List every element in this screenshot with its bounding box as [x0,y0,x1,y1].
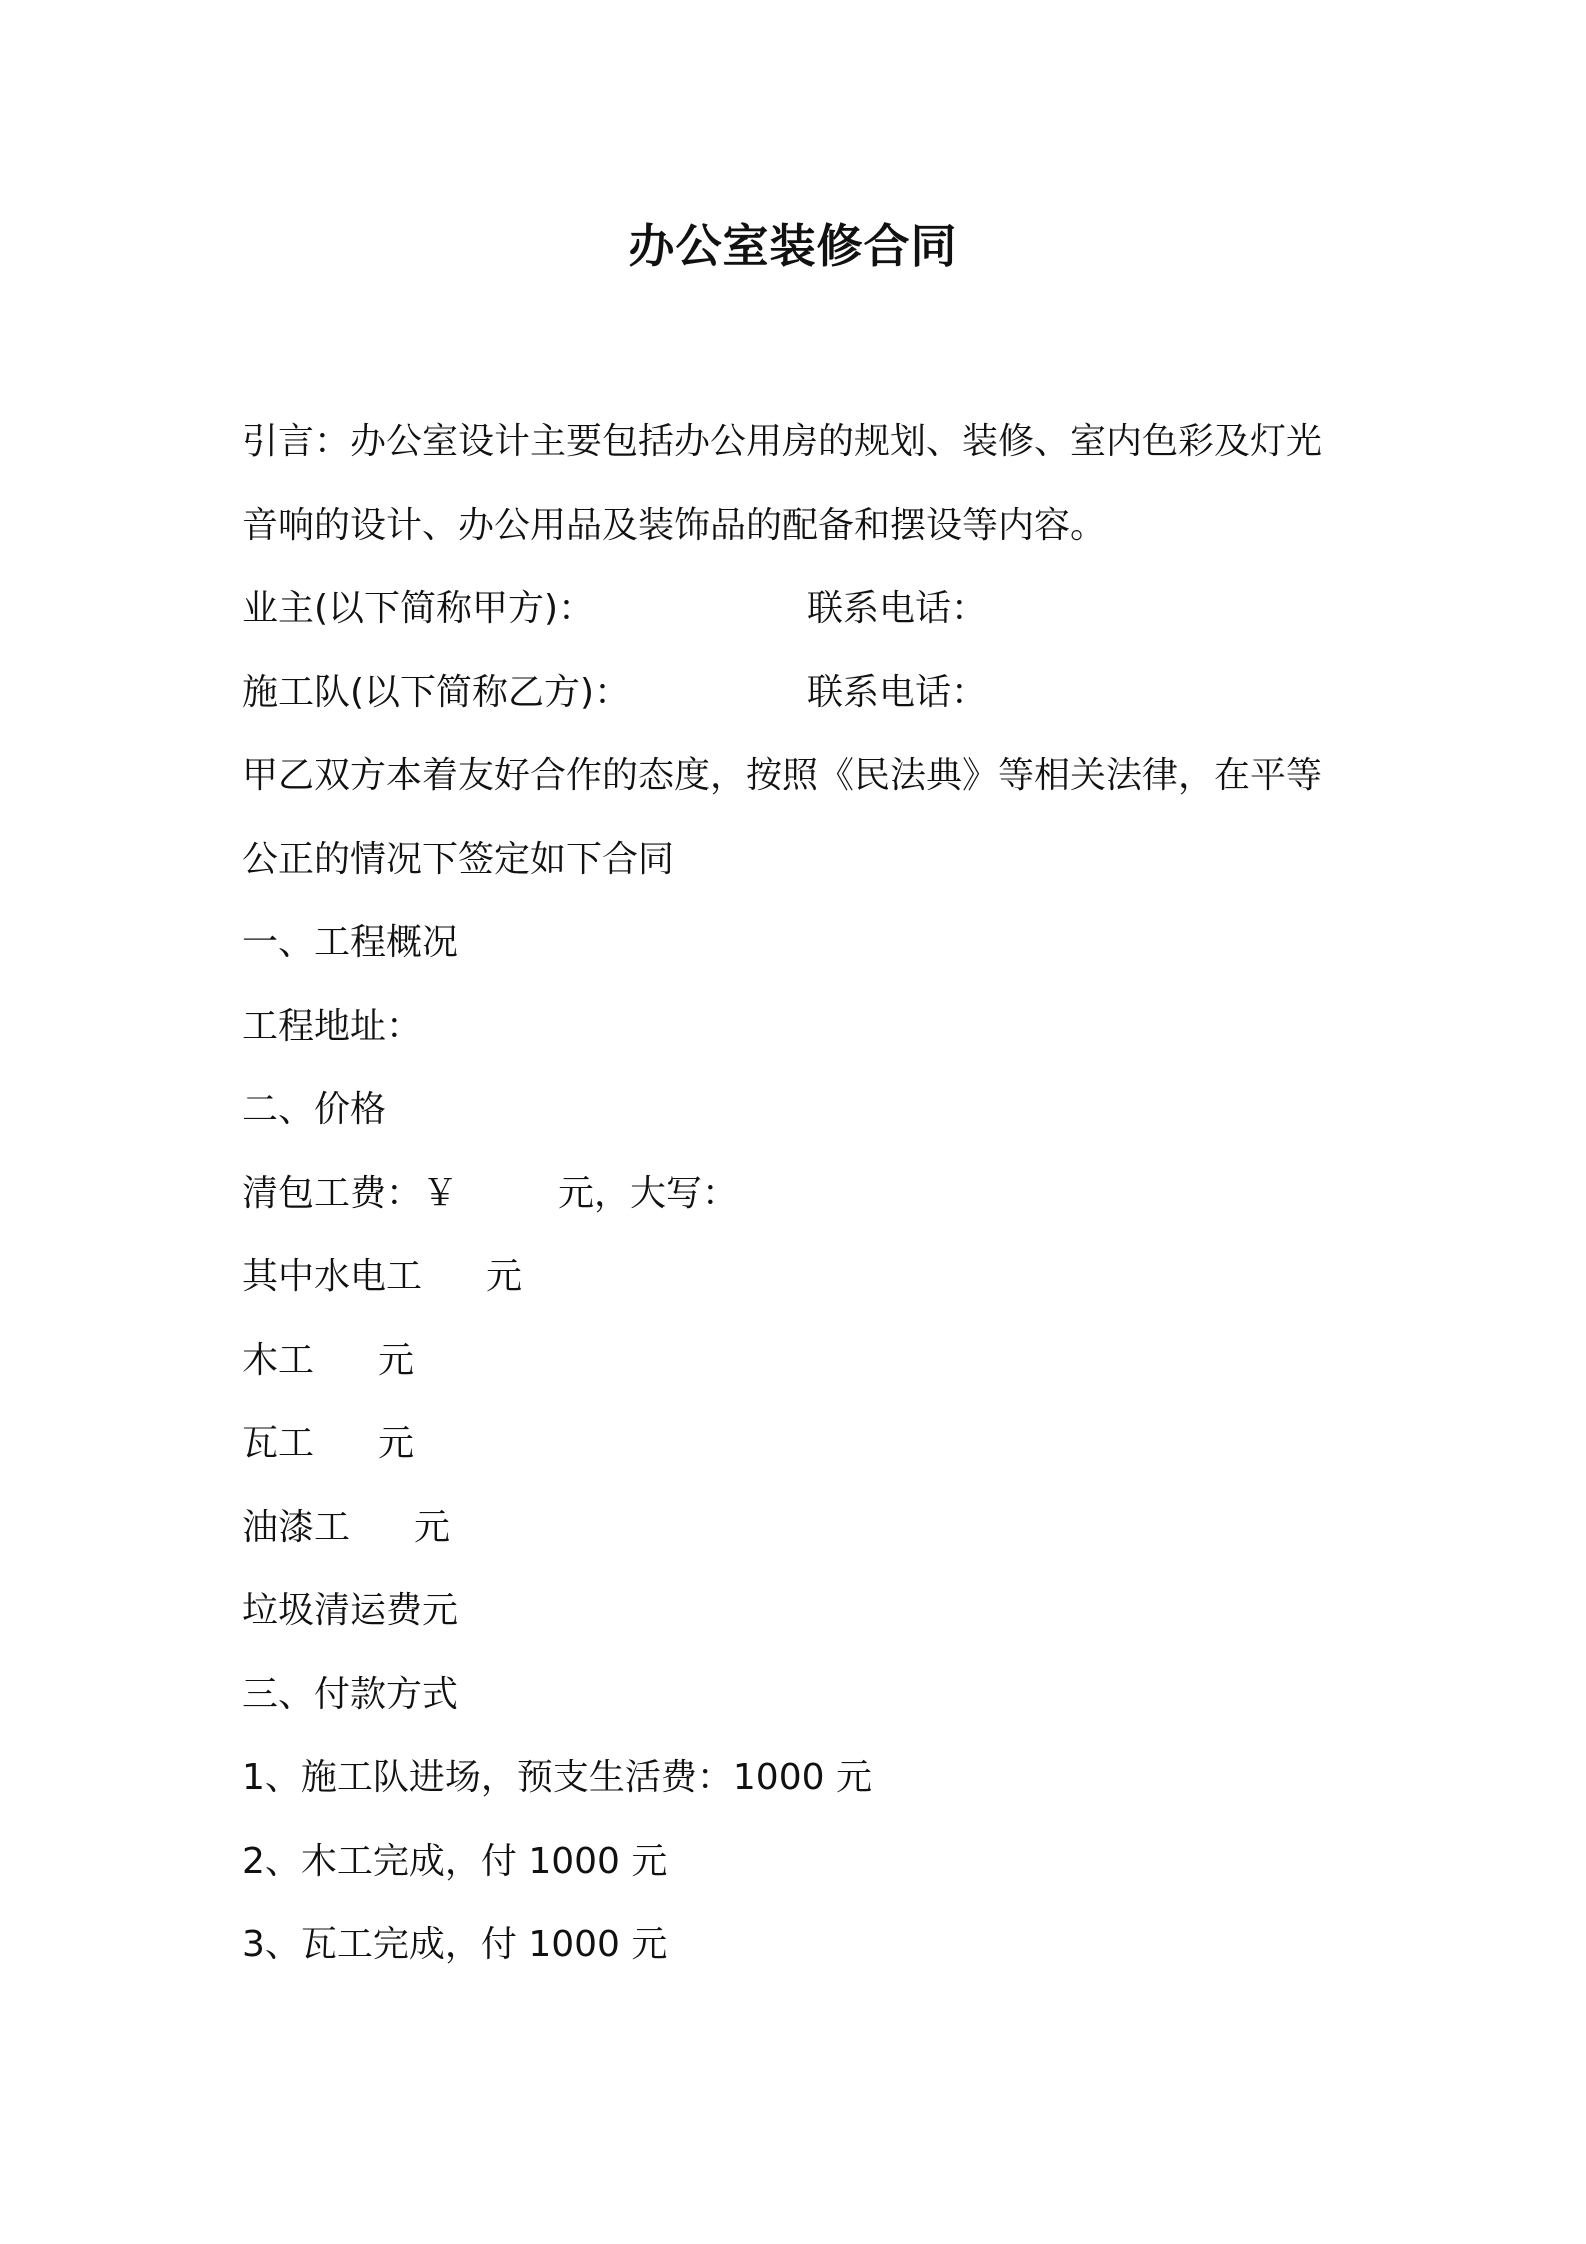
painting-unit: 元 [414,1506,451,1548]
party-b-label: 施工队(以下简称乙方)： [242,671,631,713]
party-b-phone-label: 联系电话： [807,671,988,713]
plumbing-label: 其中水电工 [242,1256,423,1297]
tiling-unit: 元 [378,1423,415,1464]
document-title: 办公室装修合同 [628,219,958,273]
intro-line-2: 音响的设计、办公用品及装饰品的配备和摆设等内容。 [242,504,1107,546]
labor-fee-unit: 元，大写： [558,1172,739,1214]
plumbing-unit: 元 [486,1256,523,1297]
payment-item-1: 1、施工队进场，预支生活费：1000 元 [242,1757,872,1798]
party-b-row [242,651,1362,735]
painting-label: 油漆工 [242,1506,351,1548]
payment-item-2: 2、木工完成，付 1000 元 [242,1840,668,1882]
plumbing-row [242,1235,1362,1319]
section-2-heading: 二、价格 [242,1089,387,1130]
labor-fee-label: 清包工费：￥ [242,1172,459,1214]
agreement-line-1: 甲乙双方本着友好合作的态度，按照《民法典》等相关法律，在平等 [242,755,1323,796]
carpentry-unit: 元 [378,1339,415,1381]
intro-line-1: 引言：办公室设计主要包括办公用房的规划、装修、室内色彩及灯光 [242,421,1323,462]
section-3-heading: 三、付款方式 [242,1673,459,1715]
party-a-label: 业主(以下简称甲方)： [242,588,595,629]
carpentry-label: 木工 [242,1339,315,1381]
labor-fee-row [242,1152,1362,1236]
tiling-label: 瓦工 [242,1423,315,1464]
payment-item-3: 3、瓦工完成，付 1000 元 [242,1924,668,1965]
garbage-fee-row: 垃圾清运费元 [242,1590,459,1631]
carpentry-row [242,1319,1362,1403]
party-a-phone-label: 联系电话： [807,588,988,629]
section-1-heading: 一、工程概况 [242,922,459,963]
tiling-row [242,1402,1362,1486]
agreement-line-2: 公正的情况下签定如下合同 [242,838,675,880]
project-address-label: 工程地址： [242,1005,423,1047]
document-body [242,400,1362,1987]
painting-row [242,1486,1362,1570]
party-a-row [242,567,1362,651]
